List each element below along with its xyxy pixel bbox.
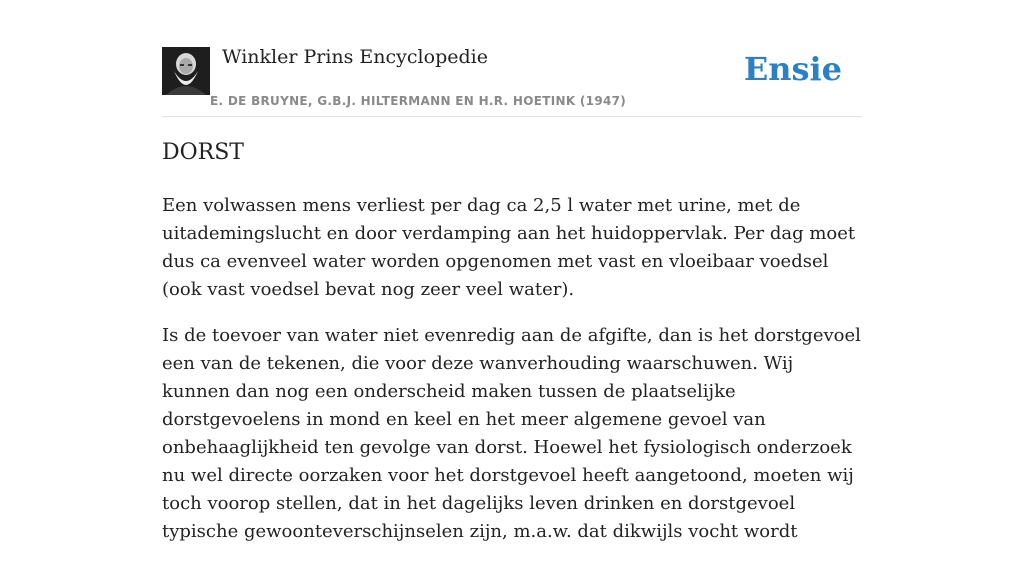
- article-title: DORST: [162, 140, 244, 165]
- brand-logo[interactable]: Ensie: [743, 50, 842, 88]
- article-paragraph: Is de toevoer van water niet evenredig aan de afgifte, dan is het dorstgevoel een van de tekenen, die voor deze wanverhouding waarschuwen. Wij kunnen dan nog een onderscheid maken tussen de plaatselijke dorstgevoelens in mond en keel en het meer algemene gevoel van onbehaaglijkheid ten gevolge van dorst. Hoewel het fysiologisch onderzoek nu wel directe oorzaken voor het dorstgevoel heeft aangetoond, moeten wij toch voorop stellen, dat in het dagelijks leven drinken en dorstgevoel typische gewoonteverschijnselen zijn, m.a.w. dat dikwijls vocht wordt: [162, 325, 861, 542]
- publication-header: [162, 40, 862, 117]
- article-body: [162, 192, 862, 564]
- publication-authors: E. DE BRUYNE, G.B.J. HILTERMANN EN H.R. HOETINK (1947): [210, 94, 627, 108]
- publication-title[interactable]: Winkler Prins Encyclopedie: [222, 46, 488, 68]
- bearded-man-portrait-icon: [162, 47, 210, 95]
- article-paragraph: Een volwassen mens verliest per dag ca 2,5 l water met urine, met de uitademingslucht en door verdamping aan het huidoppervlak. Per dag moet dus ca evenveel water worden opgenomen met vast en vloeibaar voedsel (ook vast voedsel bevat nog zeer veel water).: [162, 195, 856, 300]
- publication-avatar[interactable]: [162, 47, 210, 95]
